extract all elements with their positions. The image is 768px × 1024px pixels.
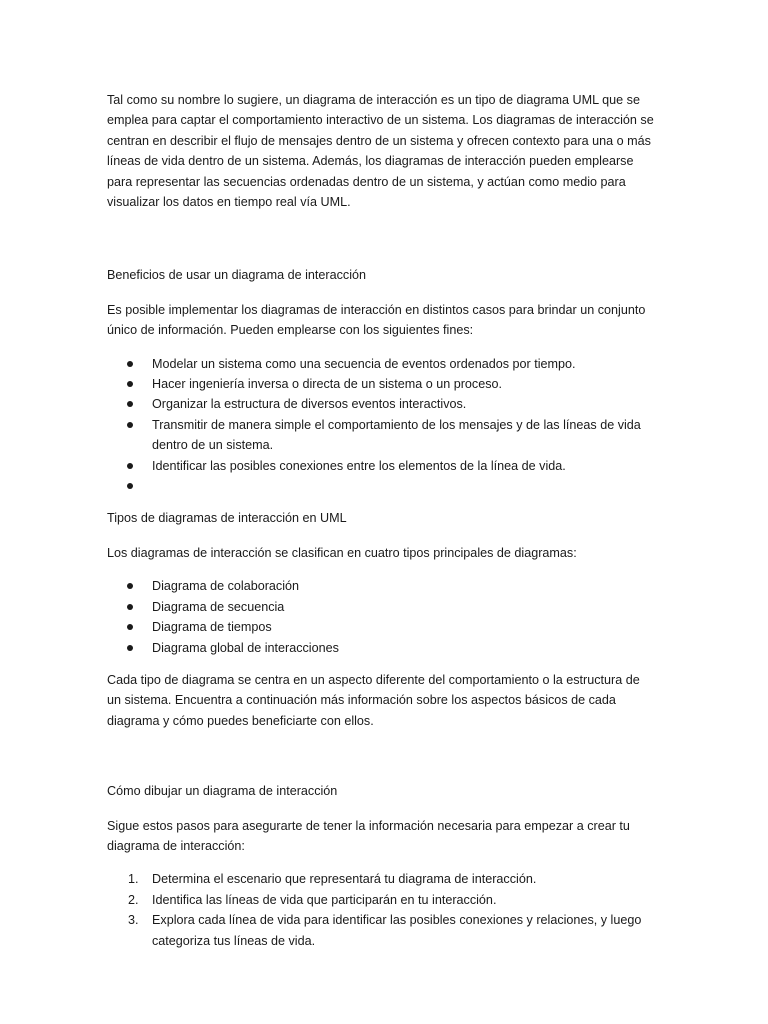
howto-steps-list	[107, 869, 655, 951]
types-heading: Tipos de diagramas de interacción en UML	[107, 511, 347, 526]
benefits-paragraph: Es posible implementar los diagramas de interacción en distintos casos para brindar un conjunto único de información. Pueden emplearse con los siguientes fines:	[107, 302, 646, 338]
howto-heading: Cómo dibujar un diagrama de interacción	[107, 784, 338, 799]
bullet-icon	[127, 422, 133, 428]
list-item	[107, 890, 655, 910]
step-text: Determina el escenario que representará tu diagrama de interacción.	[152, 872, 537, 887]
list-item-text: Hacer ingeniería inversa o directa de un sistema o un proceso.	[152, 377, 503, 392]
list-item	[107, 576, 655, 596]
types-paragraph: Los diagramas de interacción se clasifican en cuatro tipos principales de diagramas:	[107, 545, 577, 560]
list-item	[107, 638, 655, 658]
intro-paragraph: Tal como su nombre lo sugiere, un diagrama de interacción es un tipo de diagrama UML que se emplea para captar el comportamiento interactivo de un sistema. Los diagramas de interacción se centran en describir el flujo de mensajes dentro de un sistema y ofrecen contexto para una o más líneas de vida dentro de un sistema. Además, los diagramas de interacción pueden emplearse para representar las secuencias ordenadas dentro de un sistema, y actúan como medio para visualizar los datos en tiempo real vía UML.	[107, 93, 654, 210]
bullet-icon	[127, 483, 133, 489]
list-item-text: Transmitir de manera simple el comportamiento de los mensajes y de las líneas de vida dentro de un sistema.	[152, 417, 641, 453]
list-item-text: Diagrama global de interacciones	[152, 640, 339, 655]
benefits-heading: Beneficios de usar un diagrama de interacción	[107, 268, 367, 283]
list-item-text: Modelar un sistema como una secuencia de eventos ordenados por tiempo.	[152, 356, 576, 371]
types-list	[107, 576, 655, 658]
step-number: 3.	[128, 913, 139, 928]
document-body	[107, 90, 655, 963]
bullet-icon	[127, 583, 133, 589]
list-item	[107, 394, 655, 414]
list-item-text: Identificar las posibles conexiones entre los elementos de la línea de vida.	[152, 458, 566, 473]
list-item-text: Diagrama de secuencia	[152, 599, 285, 614]
list-item	[107, 456, 655, 476]
howto-paragraph: Sigue estos pasos para asegurarte de tener la información necesaria para empezar a crear tu diagrama de interacción:	[107, 818, 630, 853]
list-item	[107, 354, 655, 374]
bullet-icon	[127, 361, 133, 367]
bullet-icon	[127, 645, 133, 651]
list-item-text: Diagrama de colaboración	[152, 579, 300, 594]
bullet-icon	[127, 401, 133, 407]
benefits-list	[107, 354, 655, 497]
bullet-icon	[127, 624, 133, 630]
step-text: Identifica las líneas de vida que participarán en tu interacción.	[152, 892, 497, 907]
list-item	[107, 374, 655, 394]
step-text: Explora cada línea de vida para identificar las posibles conexiones y relaciones, y luego categoriza tus líneas de vida.	[152, 913, 642, 948]
bullet-icon	[127, 381, 133, 387]
types-closing-paragraph: Cada tipo de diagrama se centra en un aspecto diferente del comportamiento o la estructura de un sistema. Encuentra a continuación más información sobre los aspectos básicos de cada diagrama y cómo puedes beneficiarte con ellos.	[107, 672, 640, 728]
list-item-text: Diagrama de tiempos	[152, 620, 272, 635]
list-item	[107, 415, 655, 456]
list-item-text: Organizar la estructura de diversos eventos interactivos.	[152, 397, 467, 412]
step-number: 1.	[128, 872, 139, 887]
list-item-empty	[107, 476, 655, 496]
list-item	[107, 869, 655, 889]
list-item	[107, 597, 655, 617]
list-item	[107, 617, 655, 637]
step-number: 2.	[128, 892, 139, 907]
list-item	[107, 910, 655, 951]
bullet-icon	[127, 604, 133, 610]
bullet-icon	[127, 463, 133, 469]
